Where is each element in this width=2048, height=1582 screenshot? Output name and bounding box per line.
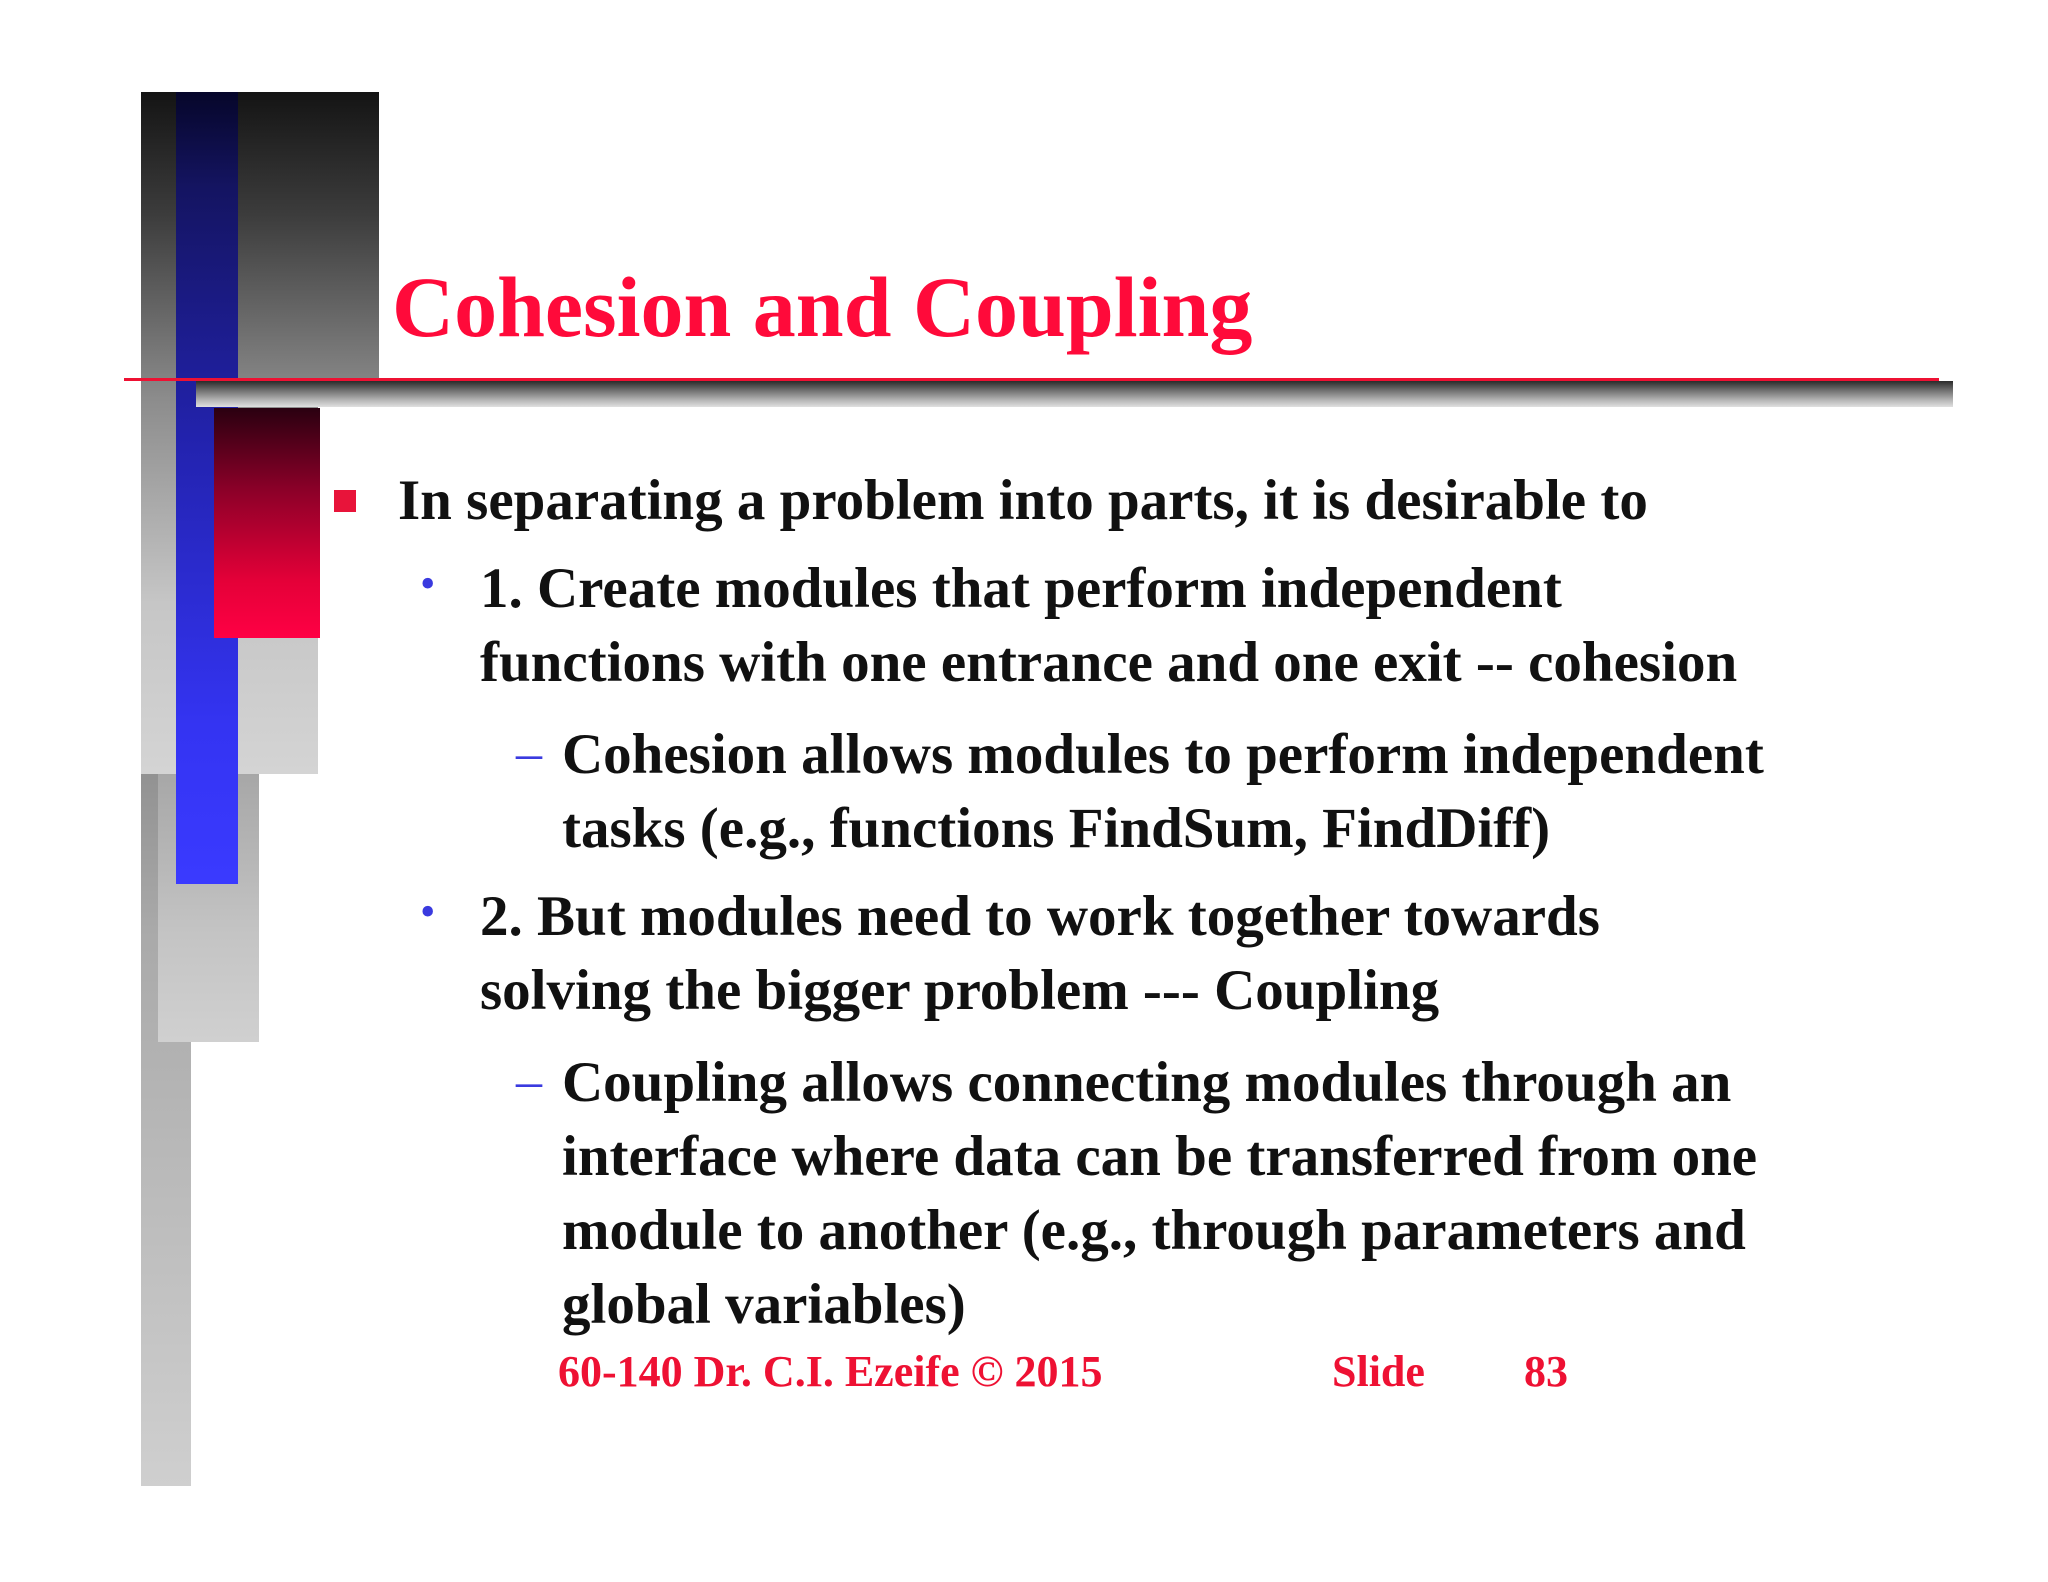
item1-sub-line1: Cohesion allows modules to perform independent: [562, 723, 1764, 786]
dash-bullet-icon: –: [516, 1053, 542, 1110]
item2-line1: 2. But modules need to work together towards: [480, 885, 1600, 948]
dash-bullet-icon: –: [516, 725, 542, 782]
footer-course: 60-140 Dr. C.I. Ezeife © 2015: [558, 1347, 1103, 1396]
item2-sub-line4: global variables): [562, 1273, 966, 1336]
item2-sub-line2: interface where data can be transferred from one: [562, 1125, 1758, 1188]
item2-sub-line1: Coupling allows connecting modules through an: [562, 1051, 1732, 1114]
footer-slide-label: Slide: [1332, 1347, 1425, 1396]
item2-sub-line3: module to another (e.g., through parameters and: [562, 1199, 1746, 1262]
slide-title: Cohesion and Coupling: [392, 259, 1253, 355]
bullet-dot-icon: •: [420, 559, 436, 608]
title-underline: [124, 378, 1939, 381]
item1-line2: functions with one entrance and one exit -- cohesion: [480, 631, 1738, 694]
item1-line1: 1. Create modules that perform independent: [480, 557, 1562, 620]
square-bullet-icon: [334, 490, 356, 512]
decor-red-block: [214, 408, 320, 638]
item1-sub-line2: tasks (e.g., functions FindSum, FindDiff): [562, 797, 1551, 860]
bullet-dot-icon: •: [420, 887, 436, 936]
decor-gray-rule: [196, 381, 1953, 407]
item2-line2: solving the bigger problem --- Coupling: [480, 959, 1440, 1022]
footer-slide-number: 83: [1524, 1347, 1568, 1396]
intro-bullet-text: In separating a problem into parts, it is desirable to: [398, 469, 1648, 532]
